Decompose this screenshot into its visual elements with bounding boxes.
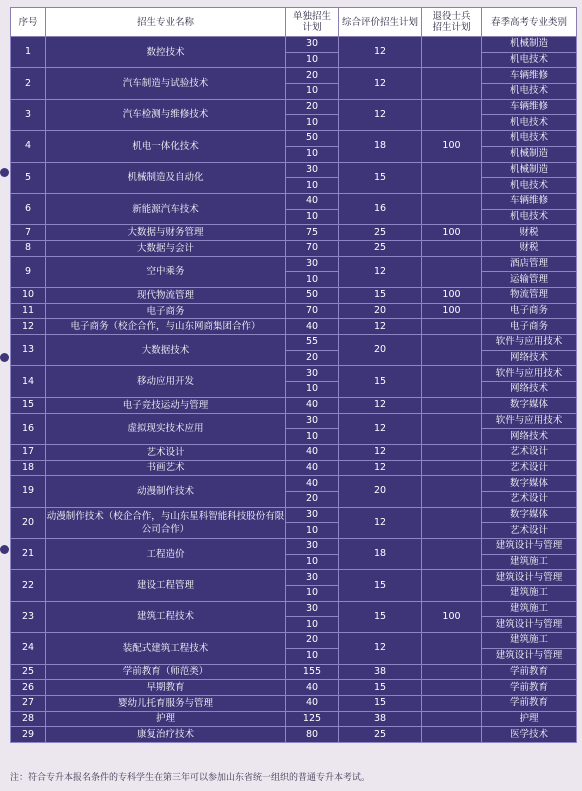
- row-serial-no: 14: [11, 366, 46, 397]
- row-major-name: 大数据与财务管理: [46, 225, 286, 241]
- row-major-name: 电子商务: [46, 303, 286, 319]
- row-exam-category: 运输管理: [482, 272, 577, 288]
- row-serial-no: 24: [11, 633, 46, 664]
- row-major-name: 新能源汽车技术: [46, 193, 286, 224]
- row-exam-category: 物流管理: [482, 288, 577, 304]
- row-veteran-plan: [422, 727, 482, 743]
- row-exam-category: 学前教育: [482, 664, 577, 680]
- row-major-name: 汽车制造与试验技术: [46, 68, 286, 99]
- table-row: [11, 476, 577, 492]
- row-exam-category: 机电技术: [482, 52, 577, 68]
- row-exam-category: 机械制造: [482, 146, 577, 162]
- row-comprehensive-plan: 15: [339, 288, 422, 304]
- table-row: [11, 397, 577, 413]
- row-single-plan: 125: [286, 711, 339, 727]
- table-row: [11, 162, 577, 178]
- row-single-plan: 20: [286, 633, 339, 649]
- table-row: [11, 460, 577, 476]
- row-serial-no: 13: [11, 335, 46, 366]
- row-single-plan: 40: [286, 397, 339, 413]
- row-serial-no: 20: [11, 507, 46, 538]
- row-major-name: 工程造价: [46, 539, 286, 570]
- row-single-plan: 50: [286, 131, 339, 147]
- row-single-plan: 10: [286, 178, 339, 194]
- table-row: [11, 240, 577, 256]
- enrollment-plan-table-container: [10, 7, 576, 743]
- table-row: [11, 680, 577, 696]
- row-exam-category: 软件与应用技术: [482, 413, 577, 429]
- row-major-name: 虚拟现实技术应用: [46, 413, 286, 444]
- row-veteran-plan: [422, 162, 482, 193]
- header-serial-no: 序号: [11, 8, 46, 37]
- row-veteran-plan: [422, 507, 482, 538]
- header-major-name: 招生专业名称: [46, 8, 286, 37]
- row-serial-no: 6: [11, 193, 46, 224]
- row-veteran-plan: 100: [422, 225, 482, 241]
- row-exam-category: 数字媒体: [482, 507, 577, 523]
- row-exam-category: 学前教育: [482, 695, 577, 711]
- row-single-plan: 10: [286, 146, 339, 162]
- row-major-name: 动漫制作技术: [46, 476, 286, 507]
- row-serial-no: 22: [11, 570, 46, 601]
- row-exam-category: 建筑设计与管理: [482, 570, 577, 586]
- row-comprehensive-plan: 12: [339, 319, 422, 335]
- row-veteran-plan: 100: [422, 288, 482, 304]
- row-major-name: 数控技术: [46, 37, 286, 68]
- table-row: [11, 633, 577, 649]
- table-row: [11, 335, 577, 351]
- row-major-name: 艺术设计: [46, 444, 286, 460]
- row-single-plan: 20: [286, 491, 339, 507]
- row-single-plan: 30: [286, 413, 339, 429]
- row-veteran-plan: [422, 444, 482, 460]
- row-veteran-plan: [422, 695, 482, 711]
- row-single-plan: 40: [286, 319, 339, 335]
- row-major-name: 建筑工程技术: [46, 601, 286, 632]
- row-exam-category: 机电技术: [482, 178, 577, 194]
- row-exam-category: 电子商务: [482, 303, 577, 319]
- row-exam-category: 建筑设计与管理: [482, 539, 577, 555]
- row-serial-no: 26: [11, 680, 46, 696]
- row-single-plan: 30: [286, 601, 339, 617]
- row-single-plan: 40: [286, 193, 339, 209]
- row-major-name: 移动应用开发: [46, 366, 286, 397]
- row-serial-no: 3: [11, 99, 46, 130]
- row-comprehensive-plan: 18: [339, 539, 422, 570]
- row-exam-category: 机电技术: [482, 131, 577, 147]
- row-comprehensive-plan: 15: [339, 570, 422, 601]
- row-single-plan: 70: [286, 303, 339, 319]
- row-major-name: 早期教育: [46, 680, 286, 696]
- row-exam-category: 学前教育: [482, 680, 577, 696]
- row-major-name: 电子竞技运动与管理: [46, 397, 286, 413]
- row-single-plan: 10: [286, 523, 339, 539]
- row-comprehensive-plan: 12: [339, 413, 422, 444]
- table-row: [11, 570, 577, 586]
- row-exam-category: 财税: [482, 240, 577, 256]
- row-veteran-plan: [422, 633, 482, 664]
- row-veteran-plan: [422, 413, 482, 444]
- row-exam-category: 建筑施工: [482, 601, 577, 617]
- row-major-name: 大数据与会计: [46, 240, 286, 256]
- row-comprehensive-plan: 12: [339, 256, 422, 287]
- row-exam-category: 网络技术: [482, 382, 577, 398]
- row-serial-no: 10: [11, 288, 46, 304]
- row-serial-no: 18: [11, 460, 46, 476]
- row-exam-category: 艺术设计: [482, 523, 577, 539]
- row-comprehensive-plan: 15: [339, 366, 422, 397]
- row-serial-no: 2: [11, 68, 46, 99]
- row-comprehensive-plan: 18: [339, 131, 422, 162]
- row-serial-no: 15: [11, 397, 46, 413]
- row-veteran-plan: [422, 680, 482, 696]
- row-comprehensive-plan: 15: [339, 601, 422, 632]
- row-major-name: 汽车检测与维修技术: [46, 99, 286, 130]
- row-veteran-plan: [422, 68, 482, 99]
- row-single-plan: 30: [286, 507, 339, 523]
- row-veteran-plan: [422, 319, 482, 335]
- row-serial-no: 4: [11, 131, 46, 162]
- row-comprehensive-plan: 15: [339, 162, 422, 193]
- row-major-name: 现代物流管理: [46, 288, 286, 304]
- row-comprehensive-plan: 20: [339, 335, 422, 366]
- row-serial-no: 29: [11, 727, 46, 743]
- row-single-plan: 10: [286, 586, 339, 602]
- row-exam-category: 数字媒体: [482, 476, 577, 492]
- row-single-plan: 30: [286, 366, 339, 382]
- page-bullet-dot: [0, 168, 9, 177]
- row-single-plan: 80: [286, 727, 339, 743]
- row-exam-category: 机电技术: [482, 209, 577, 225]
- table-row: [11, 413, 577, 429]
- row-major-name: 康复治疗技术: [46, 727, 286, 743]
- row-exam-category: 艺术设计: [482, 491, 577, 507]
- row-major-name: 机械制造及自动化: [46, 162, 286, 193]
- row-single-plan: 75: [286, 225, 339, 241]
- row-comprehensive-plan: 12: [339, 507, 422, 538]
- row-veteran-plan: [422, 240, 482, 256]
- table-row: [11, 711, 577, 727]
- table-row: [11, 131, 577, 147]
- row-comprehensive-plan: 25: [339, 225, 422, 241]
- row-veteran-plan: 100: [422, 303, 482, 319]
- row-exam-category: 机电技术: [482, 84, 577, 100]
- row-single-plan: 10: [286, 84, 339, 100]
- row-veteran-plan: [422, 539, 482, 570]
- row-serial-no: 25: [11, 664, 46, 680]
- row-exam-category: 机械制造: [482, 37, 577, 53]
- row-single-plan: 40: [286, 476, 339, 492]
- row-comprehensive-plan: 38: [339, 664, 422, 680]
- row-serial-no: 7: [11, 225, 46, 241]
- row-comprehensive-plan: 16: [339, 193, 422, 224]
- header-spring-exam-category: 春季高考专业类别: [482, 8, 577, 37]
- row-single-plan: 50: [286, 288, 339, 304]
- row-serial-no: 1: [11, 37, 46, 68]
- table-row: [11, 68, 577, 84]
- row-single-plan: 20: [286, 68, 339, 84]
- row-major-name: 婴幼儿托育服务与管理: [46, 695, 286, 711]
- row-veteran-plan: [422, 193, 482, 224]
- row-exam-category: 车辆维修: [482, 99, 577, 115]
- row-veteran-plan: [422, 570, 482, 601]
- row-comprehensive-plan: 25: [339, 240, 422, 256]
- row-single-plan: 20: [286, 350, 339, 366]
- row-exam-category: 建筑施工: [482, 633, 577, 649]
- row-veteran-plan: [422, 460, 482, 476]
- row-veteran-plan: [422, 99, 482, 130]
- row-single-plan: 155: [286, 664, 339, 680]
- row-veteran-plan: 100: [422, 601, 482, 632]
- table-row: [11, 303, 577, 319]
- row-comprehensive-plan: 20: [339, 303, 422, 319]
- row-exam-category: 机械制造: [482, 162, 577, 178]
- row-serial-no: 8: [11, 240, 46, 256]
- row-exam-category: 建筑施工: [482, 554, 577, 570]
- page-bullet-dot: [0, 353, 9, 362]
- row-exam-category: 建筑设计与管理: [482, 617, 577, 633]
- row-comprehensive-plan: 20: [339, 476, 422, 507]
- row-veteran-plan: [422, 397, 482, 413]
- table-row: [11, 225, 577, 241]
- row-single-plan: 10: [286, 272, 339, 288]
- footnote: 注：符合专升本报名条件的专科学生在第三年可以参加山东省统一组织的普通专升本考试。: [10, 773, 371, 783]
- table-row: [11, 319, 577, 335]
- row-veteran-plan: [422, 256, 482, 287]
- row-exam-category: 数字媒体: [482, 397, 577, 413]
- table-body: [11, 37, 577, 743]
- row-major-name: 动漫制作技术（校企合作，与山东星科智能科技股份有限公司合作）: [46, 507, 286, 538]
- row-serial-no: 28: [11, 711, 46, 727]
- row-single-plan: 40: [286, 460, 339, 476]
- row-single-plan: 10: [286, 617, 339, 633]
- row-exam-category: 车辆维修: [482, 193, 577, 209]
- row-exam-category: 医学技术: [482, 727, 577, 743]
- row-comprehensive-plan: 12: [339, 460, 422, 476]
- row-exam-category: 护理: [482, 711, 577, 727]
- row-serial-no: 5: [11, 162, 46, 193]
- row-comprehensive-plan: 12: [339, 444, 422, 460]
- row-exam-category: 网络技术: [482, 429, 577, 445]
- row-major-name: 机电一体化技术: [46, 131, 286, 162]
- row-major-name: 大数据技术: [46, 335, 286, 366]
- row-serial-no: 9: [11, 256, 46, 287]
- row-exam-category: 机电技术: [482, 115, 577, 131]
- row-major-name: 空中乘务: [46, 256, 286, 287]
- row-single-plan: 10: [286, 429, 339, 445]
- table-row: [11, 99, 577, 115]
- row-exam-category: 艺术设计: [482, 444, 577, 460]
- row-exam-category: 软件与应用技术: [482, 335, 577, 351]
- table-row: [11, 366, 577, 382]
- row-comprehensive-plan: 38: [339, 711, 422, 727]
- row-major-name: 学前教育（师范类）: [46, 664, 286, 680]
- table-row: [11, 539, 577, 555]
- row-comprehensive-plan: 12: [339, 68, 422, 99]
- row-veteran-plan: [422, 37, 482, 68]
- row-exam-category: 酒店管理: [482, 256, 577, 272]
- row-serial-no: 12: [11, 319, 46, 335]
- header-single-enrollment: 单独招生 计划: [286, 8, 339, 37]
- row-veteran-plan: [422, 711, 482, 727]
- row-major-name: 护理: [46, 711, 286, 727]
- row-comprehensive-plan: 15: [339, 680, 422, 696]
- row-veteran-plan: 100: [422, 131, 482, 162]
- table-row: [11, 288, 577, 304]
- row-serial-no: 27: [11, 695, 46, 711]
- row-major-name: 建设工程管理: [46, 570, 286, 601]
- row-exam-category: 财税: [482, 225, 577, 241]
- table-row: [11, 507, 577, 523]
- row-veteran-plan: [422, 476, 482, 507]
- row-veteran-plan: [422, 366, 482, 397]
- table-row: [11, 727, 577, 743]
- table-row: [11, 37, 577, 53]
- row-comprehensive-plan: 12: [339, 633, 422, 664]
- header-comprehensive-evaluation: 综合评价招生计划: [339, 8, 422, 37]
- row-single-plan: 10: [286, 382, 339, 398]
- row-major-name: 电子商务（校企合作，与山东网商集团合作）: [46, 319, 286, 335]
- row-comprehensive-plan: 12: [339, 397, 422, 413]
- row-single-plan: 70: [286, 240, 339, 256]
- table-row: [11, 256, 577, 272]
- row-serial-no: 23: [11, 601, 46, 632]
- row-veteran-plan: [422, 335, 482, 366]
- row-serial-no: 11: [11, 303, 46, 319]
- row-single-plan: 55: [286, 335, 339, 351]
- row-veteran-plan: [422, 664, 482, 680]
- page-bullet-dot: [0, 545, 9, 554]
- row-exam-category: 软件与应用技术: [482, 366, 577, 382]
- table-row: [11, 664, 577, 680]
- row-single-plan: 40: [286, 444, 339, 460]
- row-single-plan: 30: [286, 256, 339, 272]
- row-single-plan: 10: [286, 648, 339, 664]
- row-single-plan: 20: [286, 99, 339, 115]
- row-exam-category: 建筑施工: [482, 586, 577, 602]
- row-exam-category: 电子商务: [482, 319, 577, 335]
- header-veteran-enrollment: 退役士兵 招生计划: [422, 8, 482, 37]
- row-comprehensive-plan: 25: [339, 727, 422, 743]
- row-serial-no: 21: [11, 539, 46, 570]
- row-comprehensive-plan: 12: [339, 99, 422, 130]
- row-single-plan: 30: [286, 162, 339, 178]
- row-exam-category: 网络技术: [482, 350, 577, 366]
- row-exam-category: 建筑设计与管理: [482, 648, 577, 664]
- row-single-plan: 30: [286, 539, 339, 555]
- row-single-plan: 10: [286, 52, 339, 68]
- table-row: [11, 193, 577, 209]
- row-single-plan: 40: [286, 680, 339, 696]
- row-major-name: 装配式建筑工程技术: [46, 633, 286, 664]
- table-row: [11, 444, 577, 460]
- row-exam-category: 艺术设计: [482, 460, 577, 476]
- row-single-plan: 30: [286, 37, 339, 53]
- row-single-plan: 10: [286, 209, 339, 225]
- table-header-row: [11, 8, 577, 37]
- row-comprehensive-plan: 15: [339, 695, 422, 711]
- row-serial-no: 16: [11, 413, 46, 444]
- row-exam-category: 车辆维修: [482, 68, 577, 84]
- enrollment-plan-table: [10, 7, 577, 743]
- row-single-plan: 10: [286, 115, 339, 131]
- row-single-plan: 10: [286, 554, 339, 570]
- row-single-plan: 40: [286, 695, 339, 711]
- row-serial-no: 17: [11, 444, 46, 460]
- table-row: [11, 601, 577, 617]
- table-row: [11, 695, 577, 711]
- row-comprehensive-plan: 12: [339, 37, 422, 68]
- row-single-plan: 30: [286, 570, 339, 586]
- row-serial-no: 19: [11, 476, 46, 507]
- row-major-name: 书画艺术: [46, 460, 286, 476]
